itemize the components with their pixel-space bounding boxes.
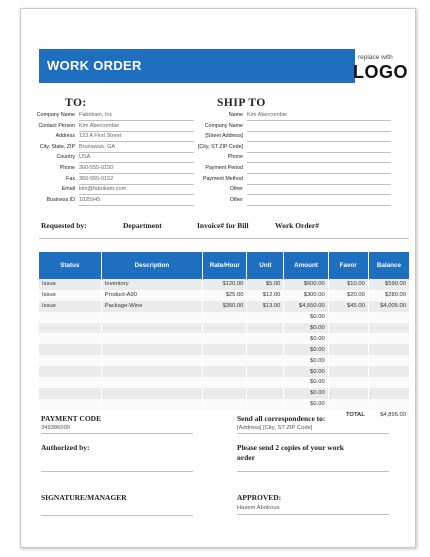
table-cell[interactable]: $4,005.00 (368, 301, 409, 312)
table-cell[interactable] (368, 344, 409, 355)
table-cell[interactable] (101, 377, 202, 388)
table-cell[interactable] (101, 399, 202, 410)
column-header: Unit (247, 252, 284, 279)
table-cell[interactable]: Inventory (101, 279, 202, 290)
table-cell[interactable] (247, 399, 284, 410)
table-cell[interactable] (203, 377, 247, 388)
table-cell[interactable] (39, 312, 101, 323)
ship-to-field-value[interactable] (247, 123, 391, 132)
to-field-value[interactable]: 123 A First Street (79, 133, 194, 142)
column-header: Amount (284, 252, 328, 279)
table-row (39, 399, 410, 410)
approved-line (237, 514, 389, 515)
table-row (39, 323, 410, 334)
table-cell[interactable] (101, 333, 202, 344)
table-cell[interactable] (247, 355, 284, 366)
table-cell[interactable]: $0.00 (284, 355, 328, 366)
table-cell[interactable] (328, 312, 368, 323)
to-field-label: Business ID (46, 196, 75, 203)
ship-to-field-value[interactable]: Kim Abercombie (247, 112, 391, 121)
ship-to-field-label: Name (228, 112, 243, 118)
table-cell[interactable] (39, 333, 101, 344)
table-body (39, 279, 410, 421)
table-row (39, 312, 410, 323)
table-cell[interactable] (203, 323, 247, 334)
copies-line (237, 471, 389, 472)
table-cell[interactable] (203, 344, 247, 355)
table-cell[interactable] (368, 399, 409, 410)
table-cell[interactable]: $0.00 (284, 323, 328, 334)
ship-to-field-label: [Street Address] (205, 133, 243, 140)
table-cell[interactable] (328, 344, 368, 355)
to-field-label: Company Name (36, 112, 75, 118)
page-title: WORK ORDER (47, 58, 142, 73)
to-field-label: Phone (59, 165, 75, 171)
table-cell[interactable]: Issue (39, 301, 101, 312)
column-header: Description (101, 252, 202, 279)
table-cell[interactable] (203, 312, 247, 323)
to-field-value[interactable]: Fabrikam, Inc (79, 112, 194, 121)
to-field-label: Address (55, 133, 75, 140)
table-cell (101, 410, 202, 421)
table-cell[interactable] (328, 355, 368, 366)
to-field-value[interactable]: 360-555-0150 (79, 165, 194, 174)
table-cell[interactable] (101, 366, 202, 377)
ship-to-heading: SHIP TO (217, 97, 266, 109)
correspondence-label: Send all correspondence to: (237, 414, 326, 423)
table-cell[interactable] (101, 355, 202, 366)
table-cell[interactable] (101, 312, 202, 323)
copies-note-line2: order (237, 453, 255, 462)
table-cell[interactable] (328, 323, 368, 334)
table-cell[interactable] (328, 377, 368, 388)
table-cell[interactable] (39, 323, 101, 334)
table-cell[interactable]: $0.00 (284, 344, 328, 355)
ship-to-field-value[interactable] (247, 176, 391, 185)
table-cell[interactable]: $25.00 (203, 290, 247, 301)
approved-label: APPROVED: (237, 493, 282, 502)
table-cell[interactable]: Issue (39, 290, 101, 301)
table-cell[interactable] (203, 399, 247, 410)
column-header: Status (39, 252, 101, 279)
table-cell[interactable]: $120.00 (203, 279, 247, 290)
table-cell[interactable] (368, 333, 409, 344)
table-cell[interactable] (328, 399, 368, 410)
table-cell[interactable] (328, 388, 368, 399)
column-header: Balance (368, 252, 409, 279)
to-field-value[interactable]: kim@fabrikam.com (79, 186, 194, 195)
total-label: TOTAL (328, 410, 368, 421)
to-field-value[interactable]: Brunswick, GA (79, 144, 194, 153)
table-cell[interactable]: Issue (39, 279, 101, 290)
to-field-value[interactable]: USA (79, 154, 194, 163)
table-cell[interactable] (247, 377, 284, 388)
header-bar (39, 49, 355, 83)
requested-by-label: Requested by: (41, 221, 87, 230)
to-heading: TO: (65, 97, 87, 109)
table-row (39, 366, 410, 377)
table-cell[interactable] (101, 344, 202, 355)
table-cell[interactable] (247, 388, 284, 399)
ship-to-field-label: Payment Period (205, 165, 243, 171)
column-header: Favor (328, 252, 368, 279)
table-cell[interactable] (247, 344, 284, 355)
ship-to-field-label: Payment Method (202, 175, 243, 182)
logo-text: LOGO (353, 62, 408, 82)
table-cell[interactable]: $300.00 (284, 290, 328, 301)
table-cell[interactable]: $4,550.00 (284, 301, 328, 312)
to-field-value[interactable]: Kim Abercombie (79, 123, 194, 132)
payment-code-label: PAYMENT CODE (41, 414, 102, 423)
table-cell[interactable] (203, 388, 247, 399)
logo-caption: replace with (358, 54, 393, 61)
ship-to-field-label: Other (229, 186, 243, 193)
table-cell[interactable]: $0.00 (284, 388, 328, 399)
to-field-label: City, State, ZIP (39, 143, 75, 150)
table-cell[interactable]: $350.00 (203, 301, 247, 312)
table-cell[interactable] (368, 366, 409, 377)
column-header: Rate/Hour (203, 252, 247, 279)
table-cell[interactable]: Product-A90 (101, 290, 202, 301)
table-row (39, 388, 410, 399)
table-row (39, 377, 410, 388)
table-cell[interactable] (368, 323, 409, 334)
table-cell[interactable] (203, 366, 247, 377)
table-row (39, 279, 410, 290)
copies-note-line1: Please send 2 copies of your work (237, 443, 344, 452)
work-order-number-label: Work Order# (275, 221, 319, 230)
table-cell[interactable]: $0.00 (284, 366, 328, 377)
table-cell[interactable]: Package-Wine (101, 301, 202, 312)
ship-to-field-label: Company Name (204, 122, 243, 129)
table-cell[interactable] (203, 355, 247, 366)
table-cell[interactable]: $590.00 (368, 279, 409, 290)
table-header-row (39, 252, 410, 279)
ship-to-field-value[interactable] (247, 165, 391, 174)
table-cell[interactable]: $0.00 (284, 399, 328, 410)
table-cell[interactable]: $280.00 (368, 290, 409, 301)
table-cell[interactable] (101, 388, 202, 399)
table-cell[interactable] (328, 366, 368, 377)
table-cell[interactable] (368, 377, 409, 388)
ship-to-field-label: Phone (227, 154, 243, 161)
table-cell[interactable] (247, 323, 284, 334)
to-field-label: Country (56, 154, 75, 161)
table-cell[interactable]: $20.00 (328, 290, 368, 301)
ship-to-field-value[interactable] (247, 186, 391, 195)
to-field-label: Fax (66, 175, 75, 182)
approved-value[interactable]: Hazem Abolrous (237, 505, 280, 511)
divider (39, 238, 409, 239)
invoice-label: Invoice# for Bill (197, 221, 249, 230)
work-order-page (20, 8, 416, 548)
payment-code-value[interactable]: 349386500 (41, 425, 71, 431)
ship-to-field-value[interactable] (247, 144, 391, 153)
table-cell[interactable] (368, 388, 409, 399)
table-row (39, 344, 410, 355)
authorized-by-line (41, 471, 193, 472)
ship-to-field-value[interactable] (247, 197, 391, 206)
table-cell[interactable] (39, 344, 101, 355)
correspondence-value[interactable]: [Address] [City, ST ZIP Code] (237, 425, 313, 431)
total-value: $4,895.00 (368, 410, 409, 421)
signature-line (41, 515, 193, 516)
table-row (39, 355, 410, 366)
table-cell[interactable]: $13.00 (247, 301, 284, 312)
table-cell[interactable] (39, 377, 101, 388)
table-cell[interactable] (328, 333, 368, 344)
to-field-label: Email (61, 186, 75, 193)
logo-placeholder (353, 52, 413, 86)
table-cell[interactable]: $0.00 (284, 312, 328, 323)
table-cell[interactable]: $5.00 (247, 279, 284, 290)
ship-to-field-value[interactable] (247, 133, 391, 142)
table-cell[interactable]: $0.00 (284, 333, 328, 344)
signature-label: SIGNATURE/MANAGER (41, 493, 127, 502)
table-cell[interactable] (247, 366, 284, 377)
table-cell[interactable] (203, 333, 247, 344)
table-cell[interactable] (368, 312, 409, 323)
table-cell[interactable] (368, 355, 409, 366)
to-field-label: Contact Person (38, 122, 75, 129)
department-label: Department (123, 221, 162, 230)
table-cell[interactable] (101, 323, 202, 334)
table-cell[interactable] (39, 355, 101, 366)
table-cell[interactable]: $0.00 (284, 377, 328, 388)
table-cell[interactable]: $12.00 (247, 290, 284, 301)
table-row (39, 301, 410, 312)
table-cell[interactable] (39, 366, 101, 377)
to-field-value[interactable]: 1025945 (79, 197, 194, 206)
table-cell[interactable] (39, 399, 101, 410)
items-table (39, 252, 410, 421)
ship-to-field-label: [City, ST ZIP Code] (197, 143, 243, 150)
table-cell[interactable] (247, 333, 284, 344)
to-field-value[interactable]: 360-555-0152 (79, 176, 194, 185)
correspondence-line (237, 433, 389, 434)
table-cell[interactable]: $600.00 (284, 279, 328, 290)
authorized-by-label: Authorized by: (41, 443, 90, 452)
ship-to-field-value[interactable] (247, 154, 391, 163)
table-row (39, 290, 410, 301)
ship-to-field-label: Other (229, 196, 243, 203)
table-cell[interactable]: $45.00 (328, 301, 368, 312)
payment-code-line (41, 433, 193, 434)
table-cell[interactable]: $10.00 (328, 279, 368, 290)
table-cell[interactable] (39, 388, 101, 399)
table-cell[interactable] (247, 312, 284, 323)
table-row (39, 333, 410, 344)
